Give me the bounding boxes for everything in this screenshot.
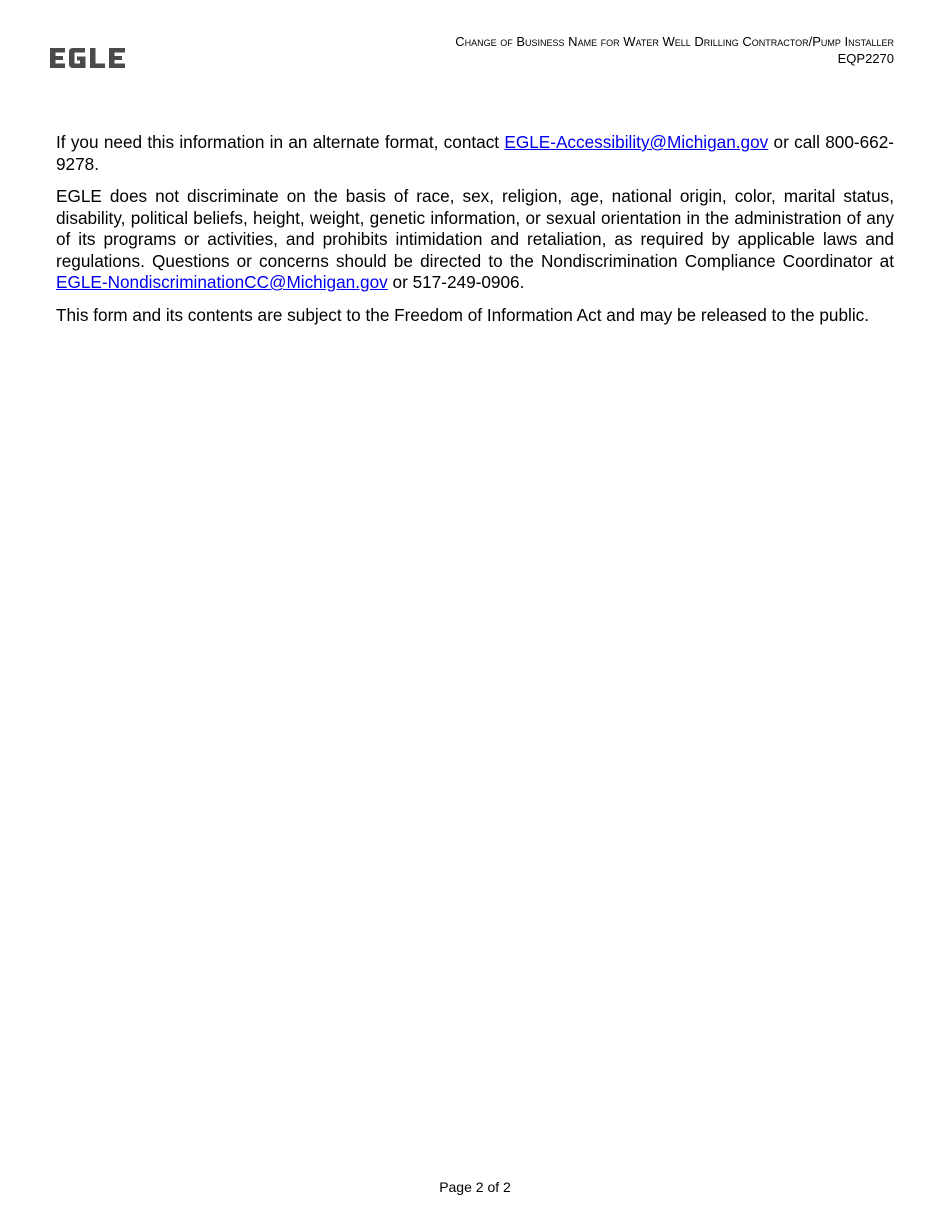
form-title: Change of Business Name for Water Well Drilling Contractor/Pump Installer: [455, 34, 894, 49]
accessibility-email-link[interactable]: EGLE-Accessibility@Michigan.gov: [504, 132, 769, 152]
nondiscrimination-paragraph: [56, 186, 894, 294]
nondiscrimination-email-link[interactable]: EGLE-NondiscriminationCC@Michigan.gov: [56, 272, 388, 292]
document-body: [56, 132, 894, 337]
egle-logo: [48, 44, 128, 72]
page-number: Page 2 of 2: [439, 1179, 511, 1195]
nondiscrimination-text-end: or 517-249-0906.: [387, 272, 525, 292]
document-header: [455, 33, 894, 67]
form-code: EQP2270: [837, 51, 894, 66]
accessibility-paragraph: [56, 132, 894, 175]
accessibility-text-start: If you need this information in an alternate format, contact: [56, 132, 505, 152]
foia-paragraph: This form and its contents are subject to the Freedom of Information Act and may be released to the public.: [56, 304, 870, 325]
nondiscrimination-text-start: EGLE does not discriminate on the basis of race, sex, religion, age, national origin, color, marital status, disability, political beliefs, height, weight, genetic information, or sexual orientation in the administration of any of its programs or activities, and prohibits intimidation and retaliation, as required by applicable laws and regulations. Questions or concerns should be directed to the Nondiscrimination Compliance Coordinator at: [56, 186, 894, 271]
accessibility-text-end: or call 800-662-9278.: [56, 132, 894, 174]
